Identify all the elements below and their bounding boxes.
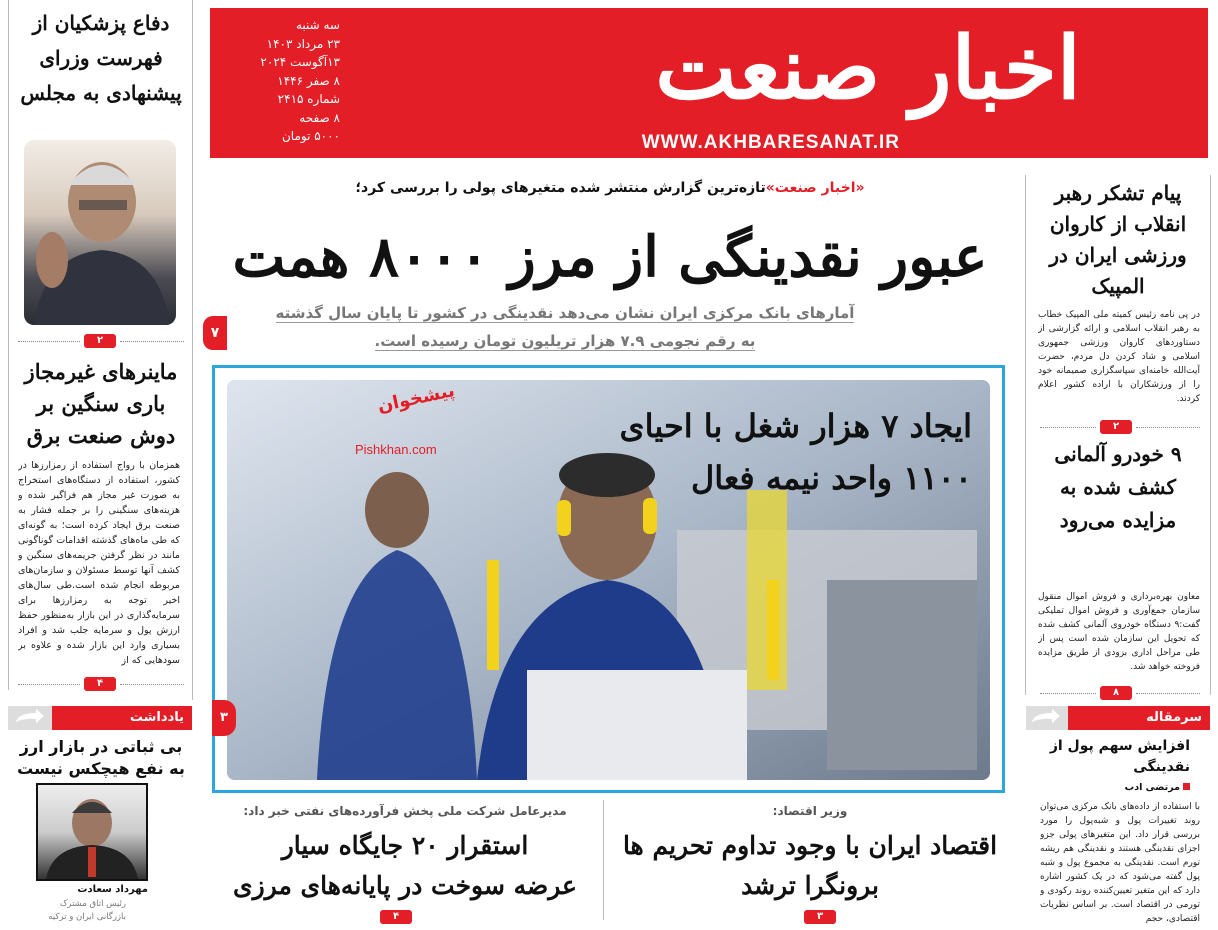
story-bottom-left-kicker: مدیرعامل شرکت ملی پخش فرآورده‌های نفتی خبر داد: bbox=[243, 804, 567, 818]
title-line: اقتصاد ایران با وجود تداوم تحریم ها bbox=[622, 831, 998, 860]
note-title[interactable]: بی ثباتی در بازار ارز به نفع هیچکس نیست bbox=[17, 737, 185, 778]
story-bottom-right-title[interactable] bbox=[612, 826, 1008, 906]
lead-kicker bbox=[222, 180, 998, 196]
pezeshkian-photo bbox=[24, 140, 176, 325]
divider bbox=[1136, 693, 1200, 694]
masthead bbox=[210, 8, 1208, 158]
right-story1-body: در پی نامه رئیس کمیته ملی المپیک خطاب به رهبر انقلاب اسلامی و ارائه گزارشی از دستاوردهای کاروان ورزشی جمهوری اسلامی و شاد کردن دل مردم، حضرت آیت‌الله خامنه‌ای سپاسگزاری صمیمانه خود را از ورزشکاران با اراده کشور اعلام کردند. bbox=[1038, 310, 1200, 404]
subtitle-line: آمارهای بانک مرکزی ایران نشان می‌دهد نقدینگی در کشور تا پایان سال گذشته bbox=[275, 304, 855, 322]
arrow-box bbox=[8, 706, 52, 730]
factory-photo-frame bbox=[212, 365, 1005, 793]
subtitle-line: به رقم نجومی ۷.۹ هزار تریلیون تومان رسیده است. bbox=[374, 332, 756, 350]
note-author: مهرداد سعادت bbox=[77, 884, 148, 895]
author-photo bbox=[36, 783, 148, 881]
kicker-source: «اخبار صنعت» bbox=[765, 180, 865, 196]
page-ref-badge[interactable]: ۴ bbox=[380, 910, 412, 924]
issue-day: سه شنبه bbox=[295, 18, 340, 32]
editorial-author-name: مرتضی ادب bbox=[1124, 782, 1180, 793]
editorial-title[interactable]: افزایش سهم پول از نقدینگی bbox=[1049, 738, 1190, 775]
title-line: برونگرا ترشد bbox=[741, 871, 879, 900]
price: ۵۰۰۰ تومان bbox=[281, 129, 340, 143]
column-rule bbox=[1210, 175, 1211, 695]
arrow-right-icon bbox=[1026, 706, 1068, 730]
kicker-text: تازه‌ترین گزارش منتشر شده متغیرهای پولی را بررسی کرد؛ bbox=[355, 180, 766, 196]
page-ref-badge[interactable]: ۸ bbox=[1100, 686, 1132, 700]
page-ref-badge[interactable]: ۴ bbox=[84, 677, 116, 691]
editorial-body: با استفاده از داده‌های بانک مرکزی می‌توان روند تغییرات پول و شبه‌پول را مورد بررسی قرار داد. این متغیرهای پولی جزو اجزای نقدینگی هستند و نقدینگی هم ریشه تورم است. نقدینگی به مجموع پول و شبه پول گفته می‌شود که در یک کشور اشاره دارد که این متغیر تعیین‌کننده روند رکودی و تورمی در اقتصاد است. بر اساس نظریات اقتصادی، حجم bbox=[1040, 802, 1200, 924]
divider bbox=[18, 684, 80, 685]
page-ref-badge[interactable]: ۲ bbox=[84, 334, 116, 348]
bullet-icon bbox=[1183, 783, 1190, 790]
newspaper-logo[interactable]: اخبار صنعت bbox=[655, 18, 1081, 119]
lead-headline[interactable]: عبور نقدینگی از مرز ۸۰۰۰ همت bbox=[232, 224, 988, 290]
photo-caption[interactable] bbox=[620, 400, 972, 504]
watermark: پیشخوان bbox=[375, 380, 457, 417]
issue-number: شماره ۲۴۱۵ bbox=[277, 92, 340, 106]
lead-subtitle-2 bbox=[240, 328, 890, 354]
right-story2-body: معاون بهره‌برداری و فروش اموال منقول سازمان جمع‌آوری و فروش اموال تملیکی گفت:۹ دستگاه خودروی آلمانی کشف شده که تحویل این سازمان شده است پس از طی مراحل اداری بزودی از طریق مزایده فروخته خواهد شد. bbox=[1038, 592, 1200, 672]
factory-photo[interactable] bbox=[227, 380, 990, 780]
editorial-author bbox=[1100, 782, 1190, 793]
right-story1-title[interactable]: پیام تشکر رهبر انقلاب از کاروان ورزشی ایران در المپیک bbox=[1049, 181, 1187, 298]
arrow-right-icon bbox=[8, 706, 52, 730]
page-ref-badge[interactable]: ۲ bbox=[1100, 420, 1132, 434]
story-bottom-left-title[interactable] bbox=[214, 826, 596, 906]
watermark-url: Pishkhan.com bbox=[355, 442, 437, 457]
divider bbox=[18, 341, 80, 342]
page-count: ۸ صفحه bbox=[299, 110, 340, 125]
page-ref-badge[interactable]: ۷ bbox=[203, 316, 227, 350]
page-ref-badge[interactable]: ۳ bbox=[212, 700, 236, 736]
divider bbox=[1040, 693, 1096, 694]
photo-caption-line1: ایجاد ۷ هزار شغل با احیای bbox=[619, 407, 972, 445]
column-rule bbox=[8, 0, 9, 690]
issue-info bbox=[220, 16, 340, 146]
website-url[interactable]: WWW.AKHBARESANAT.IR bbox=[641, 132, 900, 153]
left-story2-title[interactable]: ماینرهای غیرمجاز باری سنگین بر دوش صنعت برق bbox=[24, 359, 178, 448]
photo-caption-line2: ۱۱۰۰ واحد نیمه فعال bbox=[690, 459, 972, 497]
left-story1-title[interactable]: دفاع پزشکیان از فهرست وزرای پیشنهادی به مجلس bbox=[20, 11, 182, 105]
divider bbox=[120, 684, 184, 685]
title-line: استقرار ۲۰ جایگاه سیار bbox=[281, 831, 529, 860]
note-label: یادداشت bbox=[52, 706, 192, 730]
lead-subtitle-1 bbox=[240, 300, 890, 326]
column-rule bbox=[603, 800, 604, 920]
editorial-label: سرمقاله bbox=[1068, 706, 1210, 730]
column-rule bbox=[192, 0, 193, 700]
divider bbox=[1040, 427, 1096, 428]
left-story2-body: همزمان با رواج استفاده از رمزارزها در کشور، استفاده از دستگاه‌های استخراج به صورت غیر مجاز هم فراگیر شده و هزینه‌های سنگینی را بر جمله فشار به صنعت برق ایجاد کرده است؛ به گونه‌ای که طی ماه‌های گذشته اقدامات گوناگونی مانند در نظر گرفتن جریمه‌های سنگین و کشف آنها توسط مسئولان و سازمان‌های مربوطه انجام شده است.طی سال‌های اخیر توجه به رمزارزها برای سرمایه‌گذاری در این بازار به‌منظور حفظ ارزش پول و سرمایه جلب شد و افراد بسیاری وارد این بازار شده و علاوه بر سودهایی که از bbox=[18, 460, 180, 666]
right-story2-title[interactable]: ۹ خودرو آلمانی کشف شده به مزایده می‌رود bbox=[1054, 442, 1182, 532]
title-line: عرضه سوخت در پایانه‌های مرزی bbox=[233, 871, 577, 900]
issue-date-persian: ۲۳ مرداد ۱۴۰۳ bbox=[266, 36, 340, 51]
divider bbox=[120, 341, 184, 342]
divider bbox=[1136, 427, 1200, 428]
issue-date-hijri: ۸ صفر ۱۴۴۶ bbox=[277, 73, 340, 88]
issue-date-gregorian: ۱۳آگوست ۲۰۲۴ bbox=[260, 55, 340, 69]
arrow-box bbox=[1026, 706, 1068, 730]
column-rule bbox=[1025, 175, 1026, 695]
story-bottom-right-kicker: وزیر اقتصاد: bbox=[772, 804, 848, 818]
note-author-role: رئیس اتاق مشترک بازرگانی ایران و ترکیه bbox=[48, 899, 126, 922]
page-ref-badge[interactable]: ۳ bbox=[804, 910, 836, 924]
